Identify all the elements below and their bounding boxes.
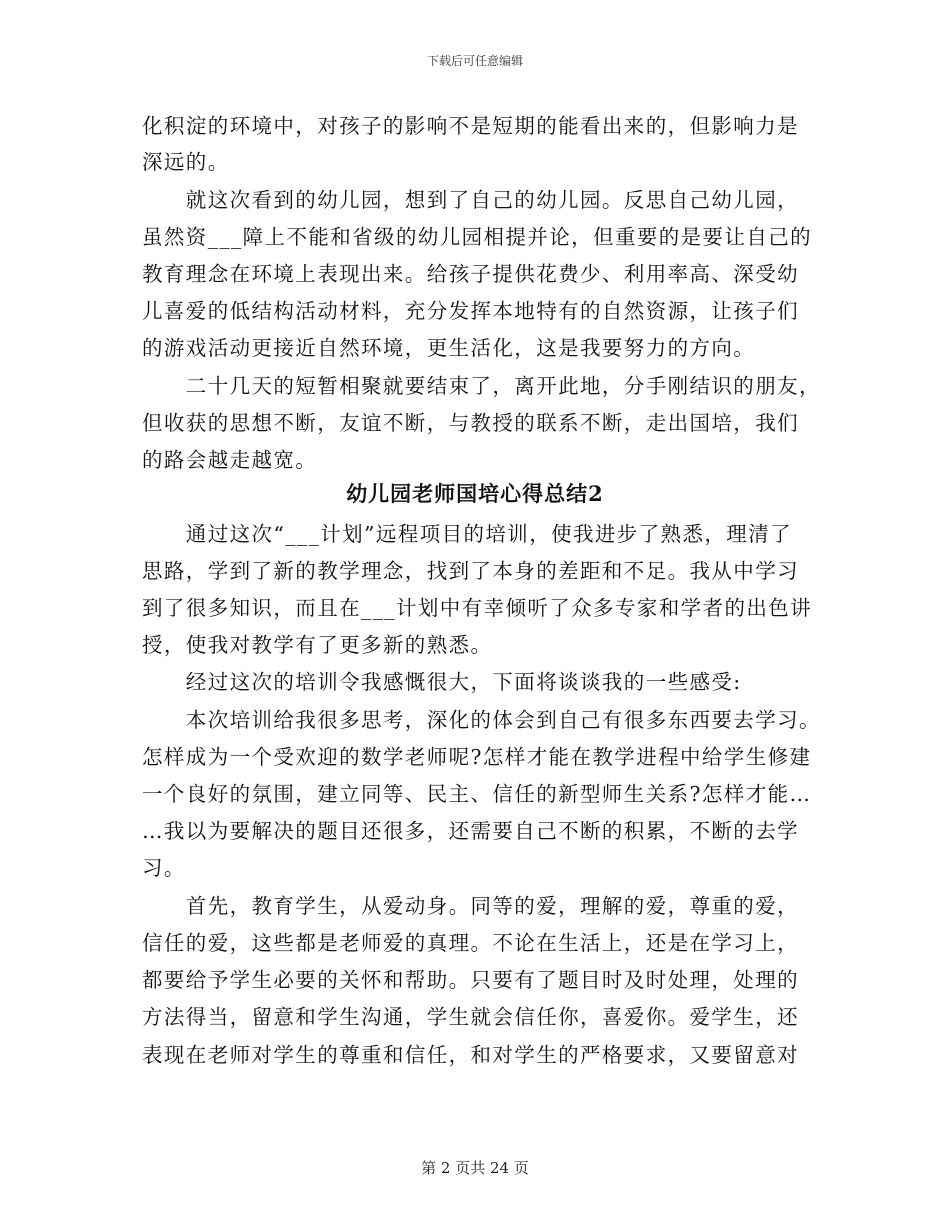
body-line: 的路会越走越宽。 — [142, 448, 318, 472]
body-line: 表现在老师对学生的尊重和信任，和对学生的严格要求，又要留意对 — [142, 1043, 799, 1067]
body-line: 都要给予学生必要的关怀和帮助。只要有了题目时及时处理，处理的 — [142, 968, 799, 992]
page-header: 下载后可任意编辑 — [426, 54, 523, 68]
body-line: 儿喜爱的低结构活动材料，充分发挥本地特有的自然资源，让孩子们 — [142, 299, 799, 323]
body-line: 通过这次“___计划”远程项目的培训，使我进步了熟悉，理清了 — [142, 522, 793, 546]
body-line: 本次培训给我很多思考，深化的体会到自己有很多东西要去学习。 — [142, 708, 821, 732]
body-line: 信任的爱，这些都是老师爱的真理。不论在生活上，还是在学习上， — [142, 931, 799, 955]
body-line: 教育理念在环境上表现出来。给孩子提供花费少、利用率高、深受幼 — [142, 262, 799, 286]
body-line: 化积淀的环境中，对孩子的影响不是短期的能看出来的，但影响力是 — [142, 114, 799, 138]
page-footer: 第 2 页共 24 页 — [421, 1159, 529, 1177]
body-line: 但收获的思想不断，友谊不断，与教授的联系不断，走出国培，我们 — [142, 411, 799, 435]
body-line: 经过这次的培训令我感慨很大，下面将谈谈我的一些感受: — [142, 670, 742, 694]
body-line: 一个良好的氛围，建立同等、民主、信任的新型师生关系?怎样才能… — [142, 782, 812, 806]
body-line: …我以为要解决的题目还很多，还需要自己不断的积累，不断的去学 — [142, 819, 799, 843]
body-line: 深远的。 — [142, 150, 230, 174]
body-line: 怎样成为一个受欢迎的数学老师呢?怎样才能在教学进程中给学生修建 — [142, 745, 812, 769]
body-line: 二十几天的短暂相聚就要结束了，离开此地，分手刚结识的朋友， — [142, 374, 821, 398]
body-line: 的游戏活动更接近自然环境，更生活化，这是我要努力的方向。 — [142, 336, 756, 360]
body-line: 就这次看到的幼儿园，想到了自己的幼儿园。反思自己幼儿园， — [142, 188, 799, 212]
body-line: 到了很多知识，而且在___计划中有幸倾听了众多专家和学者的出色讲 — [142, 596, 813, 620]
body-line: 习。 — [142, 856, 186, 880]
body-line: 方法得当，留意和学生沟通，学生就会信任你，喜爱你。爱学生，还 — [142, 1005, 799, 1029]
body-line: 首先，教育学生，从爱动身。同等的爱，理解的爱，尊重的爱， — [142, 894, 799, 918]
body-line: 虽然资___障上不能和省级的幼儿园相提并论，但重要的是要让自己的 — [142, 225, 813, 249]
body-line: 思路，学到了新的教学理念，找到了本身的差距和不足。我从中学习 — [142, 559, 799, 583]
body-line: 授，使我对教学有了更多新的熟悉。 — [142, 633, 493, 657]
section-title: 幼儿园老师国培心得总结2 — [346, 481, 604, 506]
